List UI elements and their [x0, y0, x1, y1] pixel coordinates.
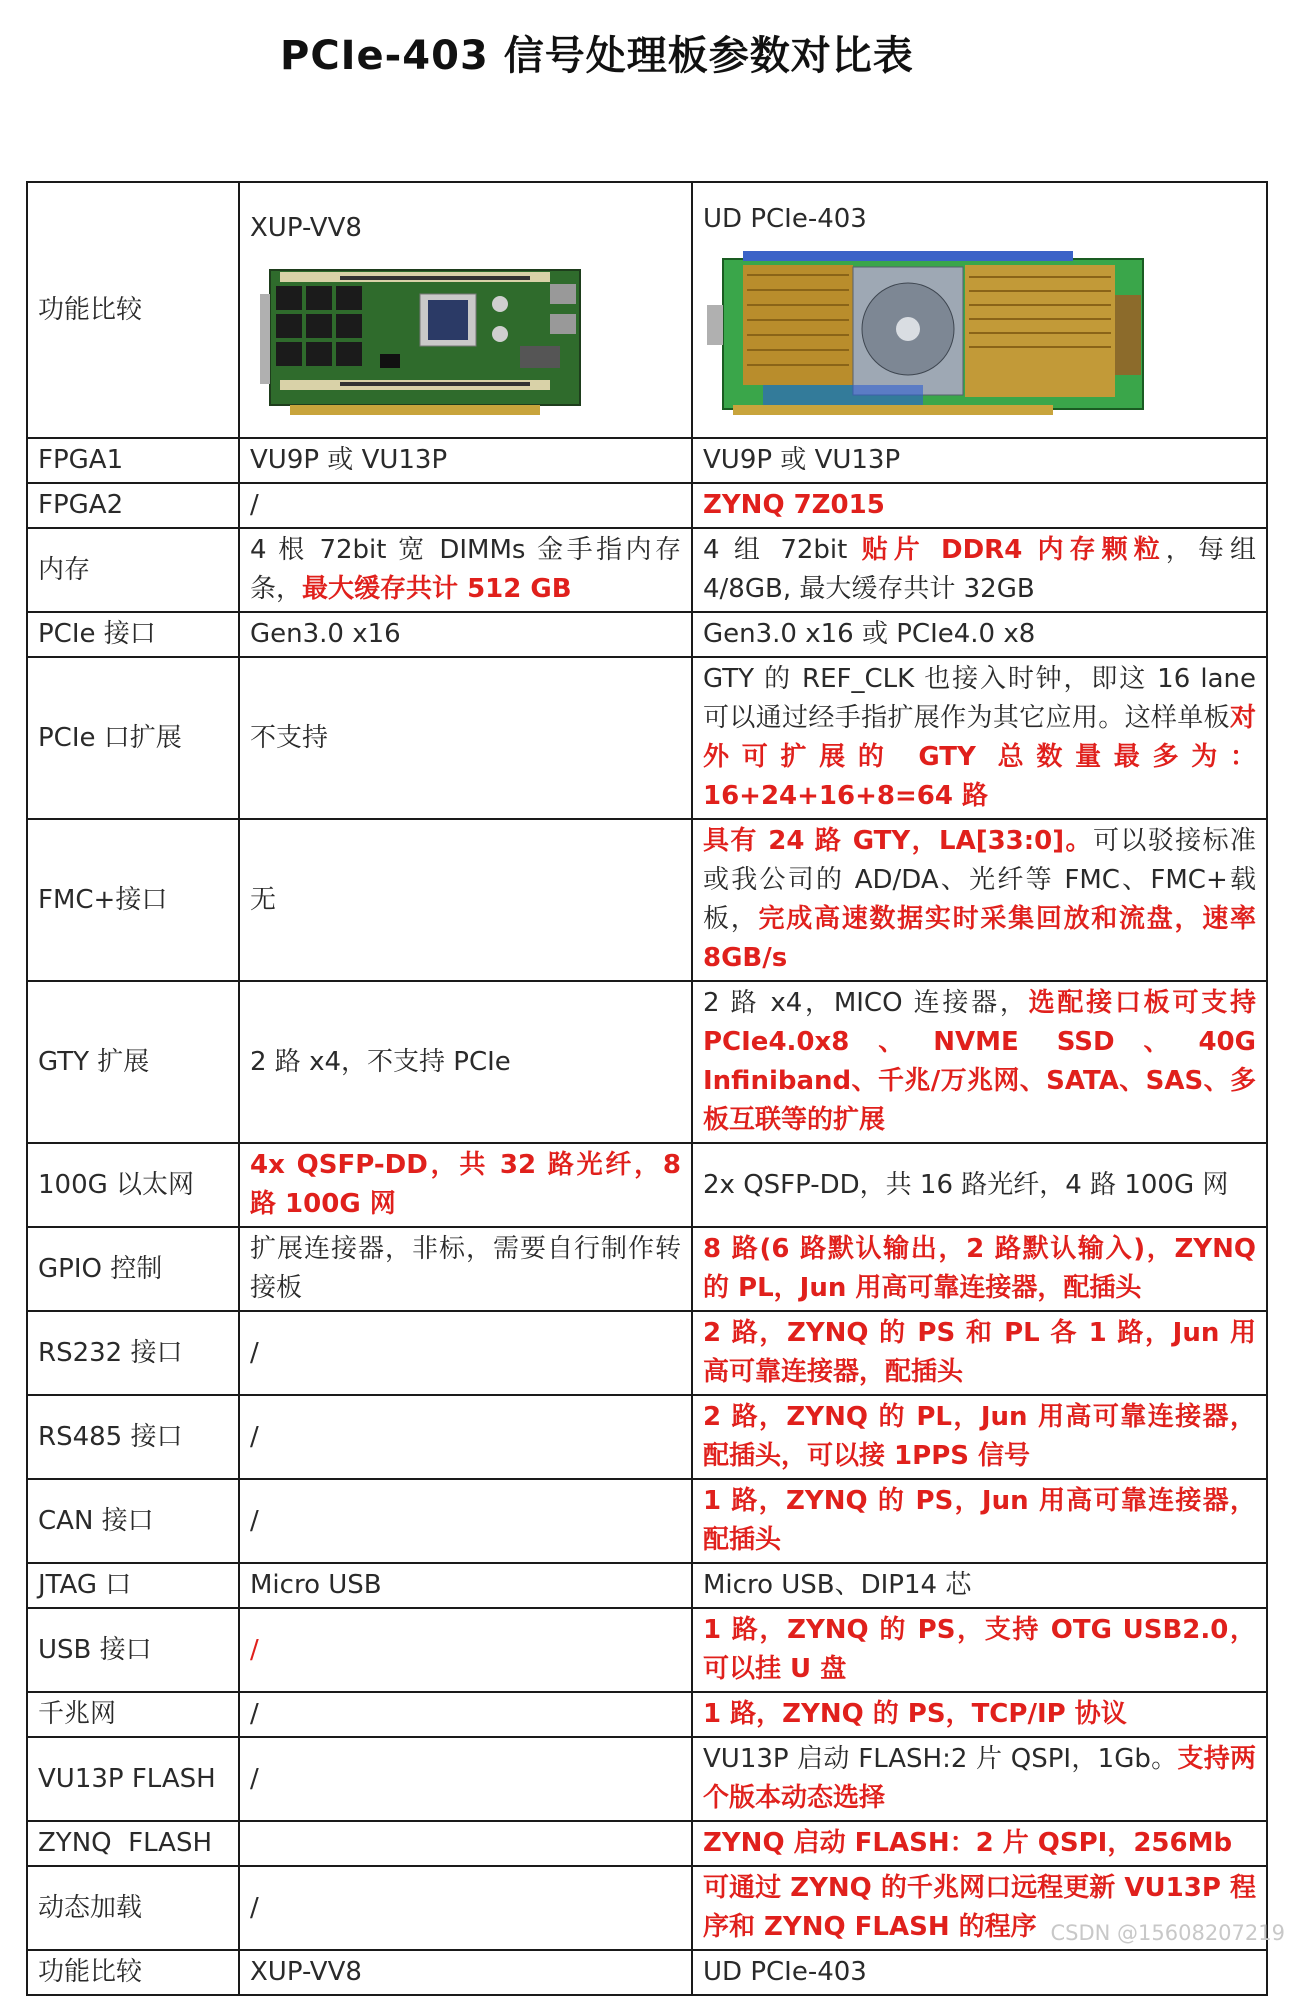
row-label: JTAG 口: [27, 1563, 239, 1608]
cell-b: ZYNQ 7Z015: [692, 483, 1267, 528]
table-row: [27, 528, 1267, 612]
table-row: [27, 1608, 1267, 1692]
page-title: PCIe-403 信号处理板参数对比表: [280, 33, 914, 79]
cell-a: XUP-VV8: [239, 1950, 692, 1995]
row-label: FPGA2: [27, 483, 239, 528]
table-row: [27, 1227, 1267, 1311]
cell-a: 4 根 72bit 宽 DIMMs 金手指内存条，最大缓存共计 512 GB: [239, 528, 692, 612]
row-label: FMC+接口: [27, 819, 239, 981]
cell-a: 不支持: [239, 657, 692, 819]
row-label: 动态加载: [27, 1866, 239, 1950]
cell-a: /: [239, 1395, 692, 1479]
row-label: RS485 接口: [27, 1395, 239, 1479]
row-label: RS232 接口: [27, 1311, 239, 1395]
header-col-a: [239, 182, 692, 438]
table-row: [27, 657, 1267, 819]
table-row: [27, 612, 1267, 657]
table-row: [27, 438, 1267, 483]
row-label: 千兆网: [27, 1692, 239, 1737]
cell-a: /: [239, 1737, 692, 1821]
table-row: [27, 1821, 1267, 1866]
cell-b: 1 路，ZYNQ 的 PS，支持 OTG USB2.0，可以挂 U 盘: [692, 1608, 1267, 1692]
header-label: 功能比较: [38, 294, 143, 325]
row-label: ZYNQ FLASH: [27, 1821, 239, 1866]
cell-a: 4x QSFP-DD，共 32 路光纤，8 路 100G 网: [239, 1143, 692, 1227]
cell-a: [239, 1821, 692, 1866]
row-label: FPGA1: [27, 438, 239, 483]
table-row: [27, 1479, 1267, 1563]
table-row: [27, 483, 1267, 528]
table-row: [27, 1692, 1267, 1737]
cell-b: 2 路 x4，MICO 连接器，选配接口板可支持 PCIe4.0x8、NVME SSD、40G Infiniband、千兆/万兆网、SATA、SAS、多板互联等的扩展: [692, 981, 1267, 1143]
table-row: [27, 1395, 1267, 1479]
table-row: [27, 1311, 1267, 1395]
row-label: VU13P FLASH: [27, 1737, 239, 1821]
cell-a: VU9P 或 VU13P: [239, 438, 692, 483]
cell-a: /: [239, 1866, 692, 1950]
header-col-b: [692, 182, 1267, 438]
table-row: [27, 1143, 1267, 1227]
row-label: GTY 扩展: [27, 981, 239, 1143]
cell-a: /: [239, 483, 692, 528]
cell-a: /: [239, 1608, 692, 1692]
xup-vv8-board-photo-icon: [250, 254, 590, 429]
row-label: 100G 以太网: [27, 1143, 239, 1227]
table-row: [27, 1950, 1267, 1995]
table-row: [27, 981, 1267, 1143]
cell-b: 1 路，ZYNQ 的 PS，Jun 用高可靠连接器，配插头: [692, 1479, 1267, 1563]
cell-a: 无: [239, 819, 692, 981]
header-label-cell: [27, 182, 239, 438]
cell-a: /: [239, 1479, 692, 1563]
cell-a: Gen3.0 x16: [239, 612, 692, 657]
cell-a: Micro USB: [239, 1563, 692, 1608]
cell-b: VU9P 或 VU13P: [692, 438, 1267, 483]
cell-b: VU13P 启动 FLASH:2 片 QSPI，1Gb。支持两个版本动态选择: [692, 1737, 1267, 1821]
cell-b: UD PCIe-403: [692, 1950, 1267, 1995]
table-row: [27, 1737, 1267, 1821]
cell-b: 4 组 72bit 贴片 DDR4 内存颗粒，每组 4/8GB, 最大缓存共计 32GB: [692, 528, 1267, 612]
row-label: PCIe 接口: [27, 612, 239, 657]
row-label: CAN 接口: [27, 1479, 239, 1563]
cell-b: Micro USB、DIP14 芯: [692, 1563, 1267, 1608]
cell-b: 具有 24 路 GTY，LA[33:0]。可以驳接标准或我公司的 AD/DA、光纤等 FMC、FMC+载板，完成高速数据实时采集回放和流盘，速率 8GB/s: [692, 819, 1267, 981]
cell-b: GTY 的 REF_CLK 也接入时钟，即这 16 lane 可以通过经手指扩展作为其它应用。这样单板对外可扩展的 GTY 总数量最多为：16+24+16+8=64 路: [692, 657, 1267, 819]
board-a-name: XUP-VV8: [250, 213, 362, 243]
cell-b: 1 路，ZYNQ 的 PS，TCP/IP 协议: [692, 1692, 1267, 1737]
row-label: GPIO 控制: [27, 1227, 239, 1311]
table-row: [27, 819, 1267, 981]
cell-b: 2 路，ZYNQ 的 PS 和 PL 各 1 路，Jun 用高可靠连接器，配插头: [692, 1311, 1267, 1395]
cell-a: 扩展连接器，非标，需要自行制作转接板: [239, 1227, 692, 1311]
cell-b: 8 路(6 路默认输出，2 路默认输入)，ZYNQ 的 PL，Jun 用高可靠连接器，配插头: [692, 1227, 1267, 1311]
cell-a: /: [239, 1311, 692, 1395]
header-row: [27, 182, 1267, 438]
cell-b: ZYNQ 启动 FLASH：2 片 QSPI，256Mb: [692, 1821, 1267, 1866]
cell-b: 2 路，ZYNQ 的 PL，Jun 用高可靠连接器，配插头，可以接 1PPS 信号: [692, 1395, 1267, 1479]
row-label: 功能比较: [27, 1950, 239, 1995]
pcie-403-board-render-icon: [703, 245, 1153, 423]
cell-a: /: [239, 1692, 692, 1737]
cell-a: 2 路 x4，不支持 PCIe: [239, 981, 692, 1143]
cell-b: Gen3.0 x16 或 PCIe4.0 x8: [692, 612, 1267, 657]
cell-b: 2x QSFP-DD，共 16 路光纤，4 路 100G 网: [692, 1143, 1267, 1227]
board-b-name: UD PCIe-403: [703, 203, 867, 234]
row-label: PCIe 口扩展: [27, 657, 239, 819]
row-label: 内存: [27, 528, 239, 612]
cell-b: 可通过 ZYNQ 的千兆网口远程更新 VU13P 程序和 ZYNQ FLASH 的程序: [692, 1866, 1267, 1950]
comparison-table: [26, 181, 1268, 1996]
watermark: CSDN @15608207219: [1050, 1921, 1285, 1945]
row-label: USB 接口: [27, 1608, 239, 1692]
table-row: [27, 1563, 1267, 1608]
